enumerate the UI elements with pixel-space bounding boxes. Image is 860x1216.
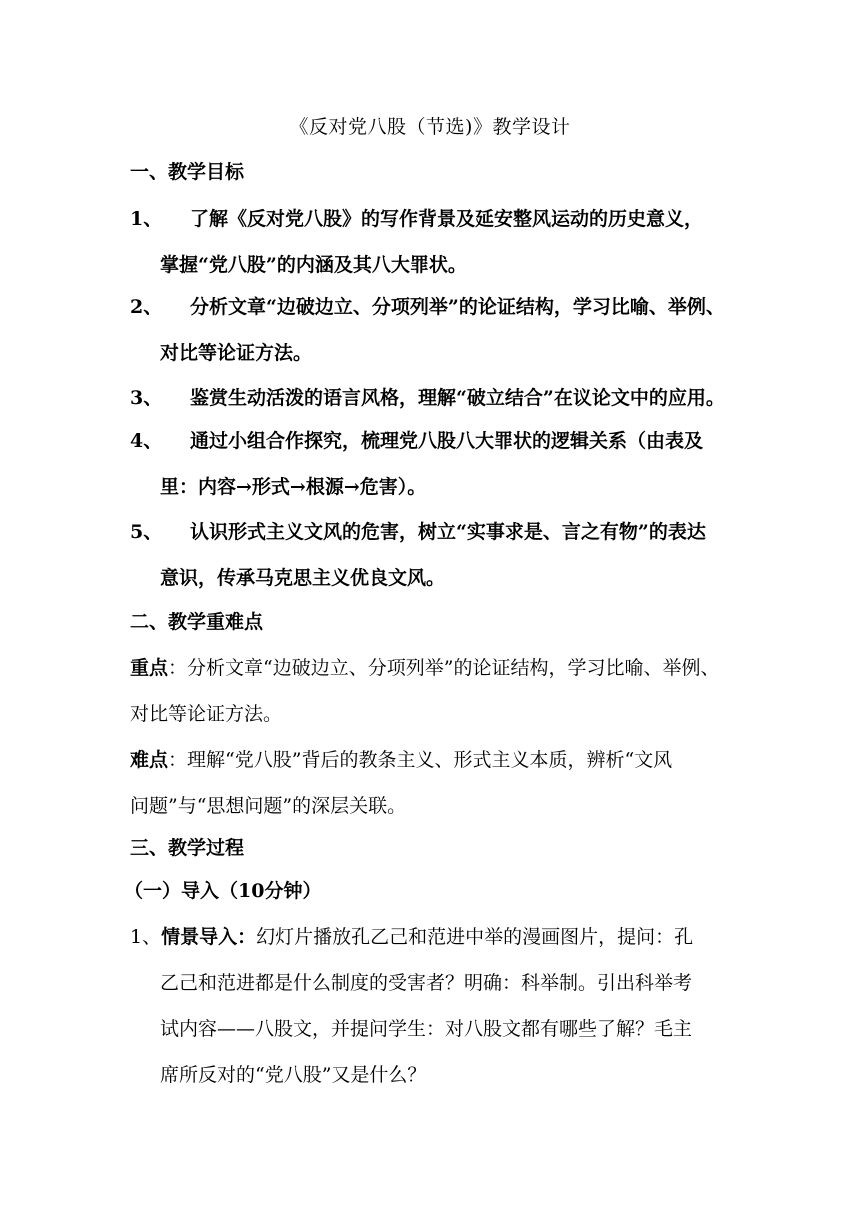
objective-number: 3、 [130,387,163,409]
objective-text-cont: 掌握“党八股”的内涵及其八大罪状。 [160,254,467,276]
objective-text-cont: 里：内容→形式→根源→危害）。 [160,476,427,498]
key-point-paragraph [130,645,740,737]
objective-text: 通过小组合作探究，梳理党八股八大罪状的逻辑关系（由表及 [190,430,704,452]
difficulty-text-cont: 问题”与“思想问题”的深层关联。 [130,795,407,817]
objective-text: 了解《反对党八股》的写作背景及延安整风运动的历史意义， [190,208,704,230]
step-heading-intro: （一）导入（10分钟） [124,880,322,902]
scene-intro-paragraph [130,914,740,1098]
objective-number: 5、 [130,521,163,543]
objective-text-cont: 意识，传承马克思主义优良文风。 [160,567,446,589]
scene-text: 幻灯片播放孔乙己和范进中举的漫画图片，提问：孔 [256,926,694,948]
scene-text-cont: 乙己和范进都是什么制度的受害者？明确：科举制。引出科举考 [160,972,693,994]
objective-number: 1、 [130,208,163,230]
key-point-label: 重点 [130,657,169,679]
objective-item [130,284,750,376]
objective-text: 鉴赏生动活泼的语言风格，理解“破立结合”在议论文中的应用。 [190,387,725,409]
objective-item [130,418,750,510]
scene-label: 情景导入： [161,926,257,948]
objective-text-cont: 对比等论证方法。 [160,342,313,364]
section-heading-objectives: 一、教学目标 [130,161,245,183]
key-point-text-cont: 对比等论证方法。 [130,703,283,725]
objective-text: 认识形式主义文风的危害，树立“实事求是、言之有物”的表达 [190,521,706,543]
key-point-text: ：分析文章“边破边立、分项列举”的论证结构，学习比喻、举例、 [168,657,720,679]
objective-item [130,196,750,288]
objective-item [130,509,750,601]
scene-text-cont: 试内容——八股文，并提问学生：对八股文都有哪些了解？毛主 [160,1018,693,1040]
objective-text: 分析文章“边破边立、分项列举”的论证结构，学习比喻、举例、 [190,296,725,318]
document-title: 《反对党八股（节选)》教学设计 [289,116,571,138]
objective-number: 2、 [130,296,163,318]
scene-number: 1、 [130,926,162,948]
difficulty-paragraph [130,737,740,829]
difficulty-label: 难点 [130,749,169,771]
section-heading-process: 三、教学过程 [130,837,245,859]
objective-number: 4、 [130,430,163,452]
section-heading-key-points: 二、教学重难点 [130,611,264,633]
objective-item [130,375,750,421]
difficulty-text: ：理解“党八股”背后的教条主义、形式主义本质，辨析“文风 [168,749,673,771]
scene-text-cont: 席所反对的“党八股”又是什么？ [160,1064,427,1086]
